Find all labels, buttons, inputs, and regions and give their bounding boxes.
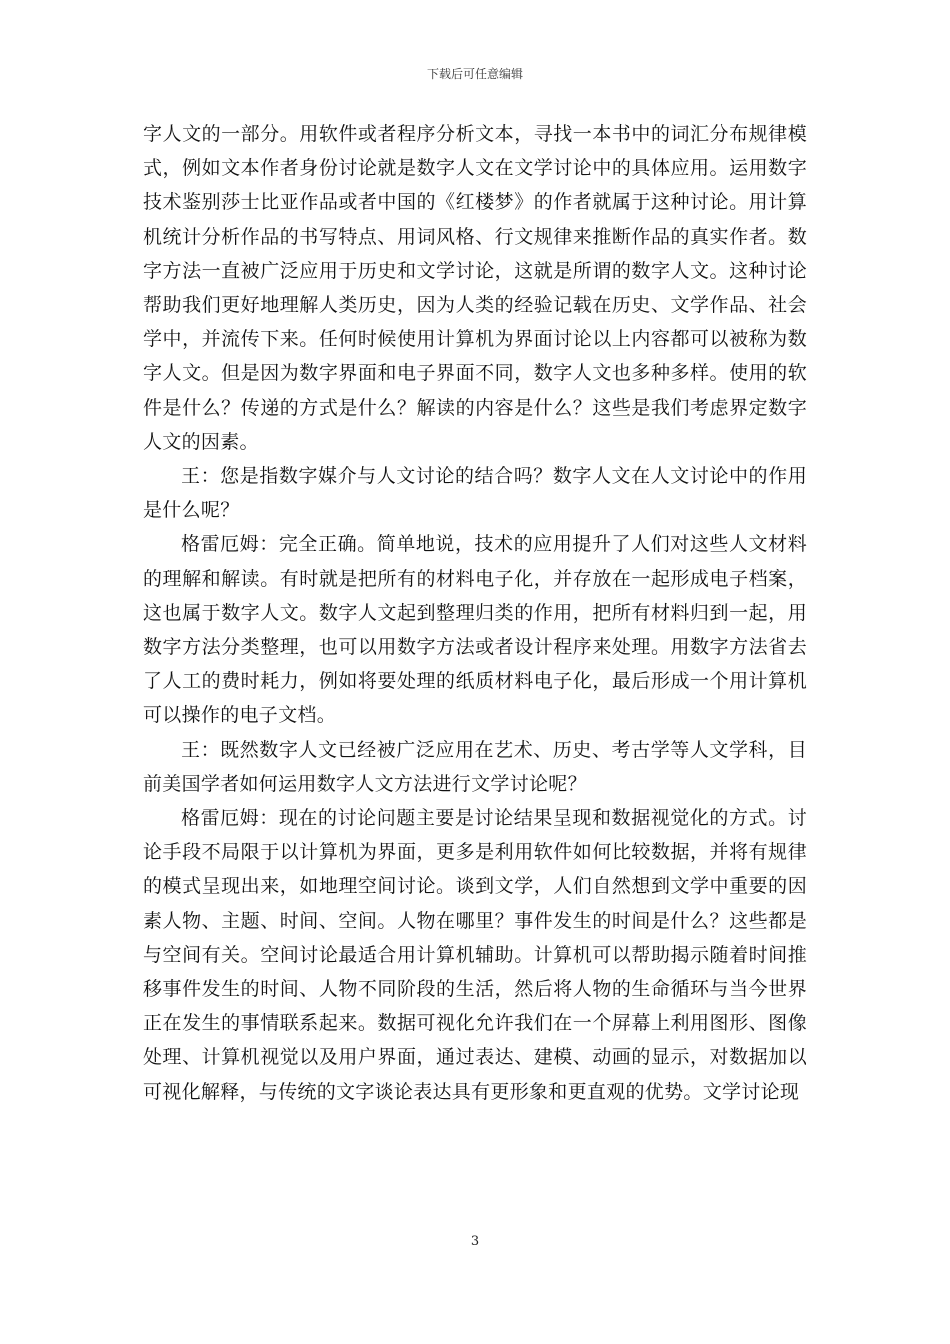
paragraph-answer-1: 格雷厄姆：完全正确。简单地说，技术的应用提升了人们对这些人文材料的理解和解读。有时就是把所有的材料电子化，并存放在一起形成电子档案，这也属于数字人文。数字人文起到整理归类的作用，把所有材料归到一起，用数字方法分类整理，也可以用数字方法或者设计程序来处理。用数字方法省去了人工的费时耗力，例如将要处理的纸质材料电子化，最后形成一个用计算机可以操作的电子文档。	[143, 533, 807, 727]
page-header: 下载后可任意编辑	[426, 67, 523, 81]
paragraph-question-2: 王：既然数字人文已经被广泛应用在艺术、历史、考古学等人文学科，目前美国学者如何运用数字人文方法进行文学讨论呢？	[143, 738, 807, 795]
paragraph-question-1: 王：您是指数字媒介与人文讨论的结合吗？数字人文在人文讨论中的作用是什么呢？	[143, 465, 807, 522]
page-number: 3	[470, 1234, 480, 1249]
document-body	[143, 117, 807, 1109]
paragraph-answer-2: 格雷厄姆：现在的讨论问题主要是讨论结果呈现和数据视觉化的方式。讨论手段不局限于以计算机为界面，更多是利用软件如何比较数据，并将有规律的模式呈现出来，如地理空间讨论。谈到文学，人们自然想到文学中重要的因素人物、主题、时间、空间。人物在哪里？事件发生的时间是什么？这些都是与空间有关。空间讨论最适合用计算机辅助。计算机可以帮助揭示随着时间推移事件发生的时间、人物不同阶段的生活，然后将人物的生命循环与当今世界正在发生的事情联系起来。数据可视化允许我们在一个屏幕上利用图形、图像处理、计算机视觉以及用户界面，通过表达、建模、动画的显示，对数据加以可视化解释，与传统的文字谈论表达具有更形象和更直观的优势。文学讨论现	[143, 807, 807, 1103]
paragraph-continuation: 字人文的一部分。用软件或者程序分析文本，寻找一本书中的词汇分布规律模式，例如文本作者身份讨论就是数字人文在文学讨论中的具体应用。运用数字技术鉴别莎士比亚作品或者中国的《红楼梦》的作者就属于这种讨论。用计算机统计分析作品的书写特点、用词风格、行文规律来推断作品的真实作者。数字方法一直被广泛应用于历史和文学讨论，这就是所谓的数字人文。这种讨论帮助我们更好地理解人类历史，因为人类的经验记载在历史、文学作品、社会学中，并流传下来。任何时候使用计算机为界面讨论以上内容都可以被称为数字人文。但是因为数字界面和电子界面不同，数字人文也多种多样。使用的软件是什么？传递的方式是什么？解读的内容是什么？这些是我们考虑界定数字人文的因素。	[143, 123, 807, 453]
